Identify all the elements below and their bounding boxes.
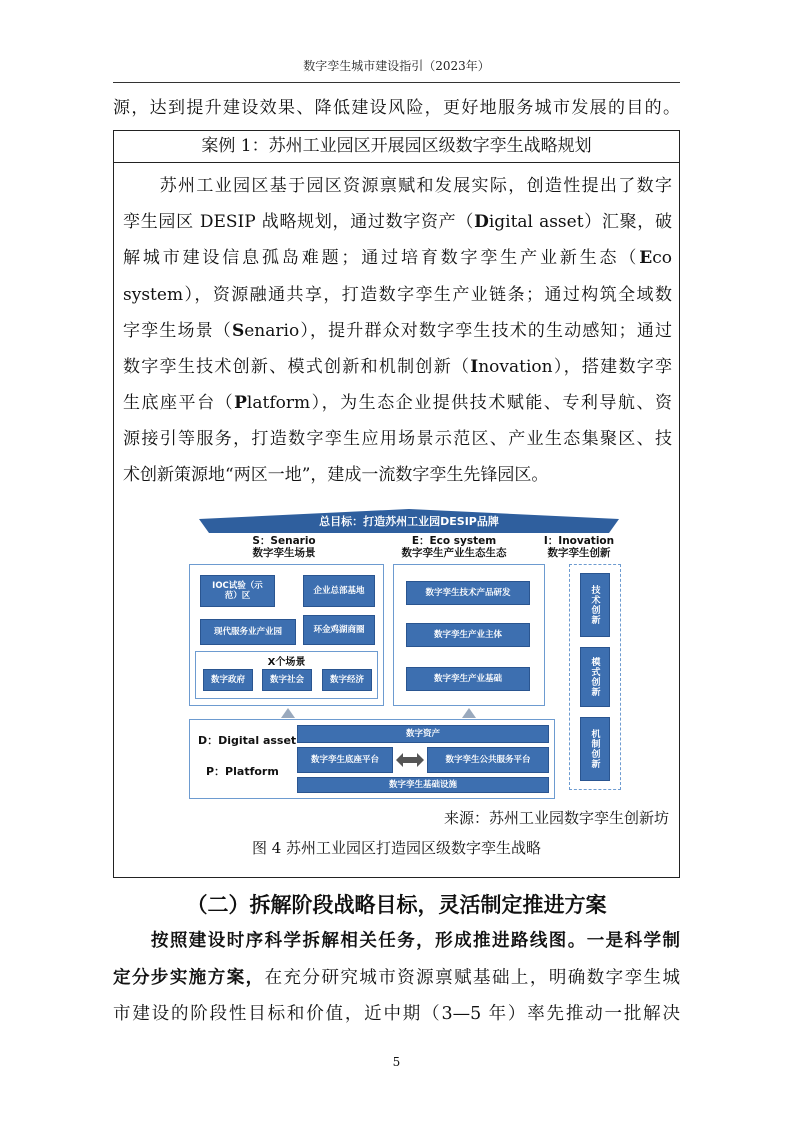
case-box (113, 130, 680, 878)
i-panel (569, 564, 621, 790)
e-panel (393, 564, 545, 706)
e-block: 数字孪生产业主体 (406, 623, 530, 647)
x-block: 数字政府 (203, 669, 253, 691)
e-title: E：Eco system 数字孪生产业生态生态 (401, 535, 507, 559)
i-block: 模式创新 (580, 647, 610, 707)
i-block: 机制创新 (580, 717, 610, 781)
body-line: 市建设的阶段性目标和价值，近中期（3—5 年）率先推动一批解决 (113, 1004, 680, 1024)
s-block: IOC试验（示范）区 (200, 575, 275, 607)
up-arrow-icon (281, 708, 295, 718)
s-block: 企业总部基地 (303, 575, 375, 607)
digital-asset-block: 数字资产 (297, 725, 549, 743)
x-block: 数字经济 (322, 669, 372, 691)
case-line: 术创新策源地“两区一地”，建成一流数字孪生先锋园区。 (123, 465, 549, 485)
double-arrow-icon (396, 753, 424, 767)
s-block: 现代服务业产业园 (200, 619, 296, 645)
x-title: X个场景 (267, 657, 306, 668)
s-block: 环金鸡湖商圈 (303, 615, 375, 645)
header-rule (113, 82, 680, 83)
intro-line: 源，达到提升建设效果、降低建设风险，更好地服务城市发展的目的。 (113, 98, 680, 118)
page-header: 数字孪生城市建设指引（2023年） (303, 59, 490, 73)
e-block: 数字孪生技术产品研发 (406, 581, 530, 605)
infra-block: 数字孪生基础设施 (297, 777, 549, 793)
figure-source: 来源：苏州工业园数字孪生创新坊 (443, 809, 669, 827)
up-arrow-icon (462, 708, 476, 718)
page-number: 5 (392, 1055, 401, 1069)
desip-diagram (189, 509, 635, 799)
i-title: I：Inovation 数字孪生创新 (543, 535, 615, 559)
case-line: 苏州工业园区基于园区资源禀赋和发展实际，创造性提出了数字 (123, 176, 672, 196)
case-line: 数字孪生技术创新、模式创新和机制创新（Inovation），搭建数字孪 (123, 357, 673, 377)
case-line: 解城市建设信息孤岛难题；通过培育数字孪生产业新生态（Eco (123, 248, 672, 268)
case-line: 生底座平台（Platform），为生态企业提供技术赋能、专利导航、资 (123, 393, 672, 413)
case-title: 案例 1：苏州工业园区开展园区级数字孪生战略规划 (114, 131, 679, 163)
body-line: 定分步实施方案，在充分研究城市资源禀赋基础上，明确数字孪生城 (113, 968, 681, 988)
figure-caption: 图 4 苏州工业园区打造园区级数字孪生战略 (251, 839, 542, 857)
x-block: 数字社会 (262, 669, 312, 691)
goal-banner (199, 509, 619, 533)
public-platform-block: 数字孪生公共服务平台 (427, 747, 549, 773)
s-title: S：Senario 数字孪生场景 (252, 535, 316, 559)
case-line: system），资源融通共享，打造数字孪生产业链条；通过构筑全域数 (123, 285, 672, 305)
d-label: D：Digital asset (198, 734, 297, 747)
e-block: 数字孪生产业基础 (406, 667, 530, 691)
base-platform-block: 数字孪生底座平台 (297, 747, 393, 773)
x-scenes-panel (195, 651, 378, 699)
banner-text: 总目标：打造苏州工业园DESIP品牌 (319, 515, 499, 528)
case-line: 孪生园区 DESIP 战略规划，通过数字资产（Digital asset）汇聚，破 (123, 212, 672, 232)
s-panel (189, 564, 384, 706)
dp-panel (189, 719, 555, 799)
p-label: P：Platform (206, 765, 279, 778)
body-line: 按照建设时序科学拆解相关任务，形成推进路线图。一是科学制 (113, 931, 680, 951)
section-title: （二）拆解阶段战略目标，灵活制定推进方案 (186, 892, 607, 917)
case-line: 源接引等服务，打造数字孪生应用场景示范区、产业生态集聚区、技 (123, 429, 672, 449)
i-block: 技术创新 (580, 573, 610, 637)
case-line: 字孪生场景（Senario），提升群众对数字孪生技术的生动感知；通过 (123, 321, 672, 341)
